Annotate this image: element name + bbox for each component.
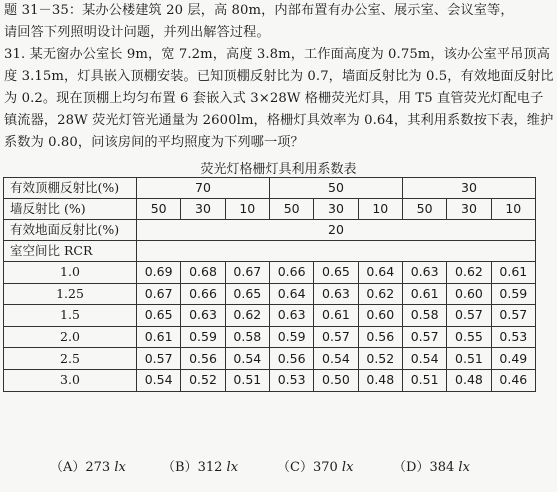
row-label-floor: 有效地面反射比(%) xyxy=(4,220,137,241)
coefficient-cell: 0.61 xyxy=(402,283,446,305)
coefficient-cell: 0.59 xyxy=(181,326,225,348)
ceiling-reflectance-row xyxy=(4,178,536,199)
wall-value: 50 xyxy=(137,199,181,220)
rcr-header-row xyxy=(4,241,536,262)
option-unit: lx xyxy=(341,460,354,475)
problem-heading: 题 31－35：某办公楼建筑 20 层，高 80m，内部布置有办公室、展示室、会议室等， xyxy=(4,3,514,18)
coefficient-cell: 0.53 xyxy=(491,326,535,348)
rcr-value: 1.25 xyxy=(4,283,137,305)
option-b[interactable] xyxy=(162,456,238,475)
wall-value: 10 xyxy=(491,199,535,220)
coefficient-cell: 0.54 xyxy=(402,348,446,370)
coefficient-cell: 0.66 xyxy=(181,283,225,305)
coefficient-cell: 0.69 xyxy=(137,262,181,284)
rcr-value: 1.0 xyxy=(4,262,137,284)
coefficient-cell: 0.49 xyxy=(491,348,535,370)
coefficient-cell: 0.63 xyxy=(314,283,358,305)
coefficient-cell: 0.57 xyxy=(137,348,181,370)
coefficient-cell: 0.59 xyxy=(491,283,535,305)
coefficient-cell: 0.56 xyxy=(269,348,313,370)
coefficient-cell: 0.62 xyxy=(358,283,402,305)
table-row xyxy=(4,305,536,327)
coefficient-cell: 0.64 xyxy=(358,262,402,284)
coefficient-cell: 0.52 xyxy=(358,348,402,370)
utilization-coefficient-table xyxy=(3,177,536,392)
ceiling-value-50: 50 xyxy=(269,178,402,199)
option-value: 273 xyxy=(85,460,111,475)
coefficient-cell: 0.65 xyxy=(314,262,358,284)
coefficient-cell: 0.62 xyxy=(447,262,491,284)
coefficient-cell: 0.56 xyxy=(358,326,402,348)
rcr-value: 2.5 xyxy=(4,348,137,370)
coefficient-cell: 0.67 xyxy=(137,283,181,305)
coefficient-cell: 0.52 xyxy=(181,369,225,391)
row-label-rcr: 室空间比 RCR xyxy=(4,241,137,262)
option-letter: （D） xyxy=(393,460,430,475)
coefficient-cell: 0.63 xyxy=(269,305,313,327)
coefficient-cell: 0.60 xyxy=(358,305,402,327)
coefficient-cell: 0.54 xyxy=(314,348,358,370)
option-c[interactable] xyxy=(277,456,353,475)
row-label-wall: 墙反射比 (%) xyxy=(4,199,137,220)
coefficient-cell: 0.54 xyxy=(225,348,269,370)
coefficient-cell: 0.57 xyxy=(447,305,491,327)
option-value: 312 xyxy=(197,460,223,475)
wall-value: 30 xyxy=(447,199,491,220)
coefficient-cell: 0.63 xyxy=(402,262,446,284)
wall-value: 10 xyxy=(225,199,269,220)
coefficient-cell: 0.62 xyxy=(225,305,269,327)
ceiling-value-70: 70 xyxy=(137,178,270,199)
table-row xyxy=(4,369,536,391)
wall-reflectance-row xyxy=(4,199,536,220)
wall-value: 30 xyxy=(181,199,225,220)
wall-value: 30 xyxy=(314,199,358,220)
ceiling-value-30: 30 xyxy=(402,178,535,199)
coefficient-cell: 0.63 xyxy=(181,305,225,327)
coefficient-cell: 0.58 xyxy=(402,305,446,327)
question-text: 31. 某无窗办公室长 9m，宽 7.2m，高度 3.8m，工作面高度为 0.75m，该办公室平吊顶高度 3.15m，灯具嵌入顶棚安装。已知顶棚反射比为 0.7，墙面反射比为 0.5，有效地面反射比为 0.2。现在顶棚上均匀布置 6 套嵌入式 3×28W 格栅荧光灯具，用 T5 直管荧光灯配电子镇流器，28W 荧光灯管光通量为 2600lm，格栅灯具效率为 0.64，其利用系数按下表，维护系数为 0.80，问该房间的平均照度为下列哪一项？ xyxy=(4,47,554,150)
coefficient-cell: 0.61 xyxy=(137,326,181,348)
table-row xyxy=(4,348,536,370)
floor-value: 20 xyxy=(137,220,536,241)
wall-value: 50 xyxy=(402,199,446,220)
option-unit: lx xyxy=(458,460,470,475)
coefficient-cell: 0.55 xyxy=(447,326,491,348)
coefficient-cell: 0.61 xyxy=(491,262,535,284)
coefficient-cell: 0.51 xyxy=(402,369,446,391)
option-letter: （A） xyxy=(50,460,86,475)
option-value: 384 xyxy=(429,460,455,475)
coefficient-cell: 0.50 xyxy=(314,369,358,391)
option-a[interactable] xyxy=(50,456,126,475)
coefficient-cell: 0.58 xyxy=(225,326,269,348)
wall-value: 10 xyxy=(358,199,402,220)
coefficient-cell: 0.57 xyxy=(491,305,535,327)
option-letter: （C） xyxy=(277,460,313,475)
coefficient-cell: 0.68 xyxy=(181,262,225,284)
answer-options xyxy=(0,456,557,486)
problem-intro: 请回答下列照明设计问题，并列出解答过程。 xyxy=(4,25,270,40)
table-row xyxy=(4,262,536,284)
coefficient-cell: 0.53 xyxy=(269,369,313,391)
coefficient-cell: 0.54 xyxy=(137,369,181,391)
coefficient-cell: 0.48 xyxy=(358,369,402,391)
coefficient-cell: 0.46 xyxy=(491,369,535,391)
table-row xyxy=(4,283,536,305)
coefficient-cell: 0.66 xyxy=(269,262,313,284)
floor-reflectance-row xyxy=(4,220,536,241)
coefficient-cell: 0.56 xyxy=(181,348,225,370)
option-d[interactable] xyxy=(393,456,470,475)
coefficient-cell: 0.59 xyxy=(269,326,313,348)
table-body xyxy=(4,262,536,392)
table-row xyxy=(4,326,536,348)
coefficient-cell: 0.61 xyxy=(314,305,358,327)
coefficient-cell: 0.48 xyxy=(447,369,491,391)
coefficient-cell: 0.51 xyxy=(447,348,491,370)
coefficient-cell: 0.67 xyxy=(225,262,269,284)
option-value: 370 xyxy=(312,460,338,475)
option-letter: （B） xyxy=(162,460,198,475)
rcr-value: 3.0 xyxy=(4,369,137,391)
wall-value: 50 xyxy=(269,199,313,220)
option-unit: lx xyxy=(114,460,126,475)
option-unit: lx xyxy=(226,460,239,475)
coefficient-cell: 0.65 xyxy=(225,283,269,305)
rcr-value: 1.5 xyxy=(4,305,137,327)
coefficient-cell: 0.57 xyxy=(314,326,358,348)
table-title: 荧光灯格栅灯具利用系数表 xyxy=(200,162,357,177)
coefficient-cell: 0.57 xyxy=(402,326,446,348)
coefficient-cell: 0.65 xyxy=(137,305,181,327)
coefficient-cell: 0.51 xyxy=(225,369,269,391)
coefficient-cell: 0.64 xyxy=(269,283,313,305)
rcr-header-blank xyxy=(137,241,536,262)
coefficient-cell: 0.60 xyxy=(447,283,491,305)
rcr-value: 2.0 xyxy=(4,326,137,348)
row-label-ceiling: 有效顶棚反射比(%) xyxy=(4,178,137,199)
